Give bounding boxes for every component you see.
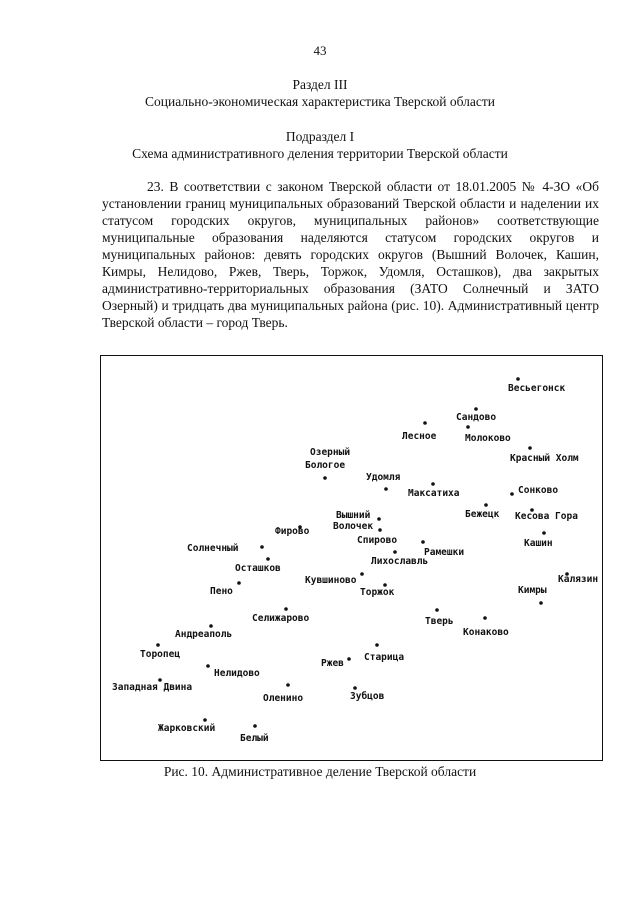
town-label-lesnoe: Лесное [402, 431, 437, 442]
town-label-ostashkov: Осташков [235, 563, 281, 574]
town-label-molokovo: Молоково [465, 433, 511, 444]
town-dot-sandovo [474, 407, 478, 411]
town-dot-nelidovo [206, 664, 210, 668]
town-label-vyshny: Вышний [336, 510, 371, 521]
town-dot-konakovo [483, 616, 487, 620]
town-dot-andreapol [209, 624, 213, 628]
town-label-volochek: Волочек [333, 521, 374, 532]
town-label-torzhok: Торжок [360, 587, 395, 598]
town-dot-selizharovo [284, 607, 288, 611]
town-label-bezheck: Бежецк [465, 509, 500, 520]
town-label-rameshki: Рамешки [424, 547, 465, 558]
town-label-kashin: Кашин [524, 538, 553, 549]
town-label-spirovo: Спирово [357, 535, 398, 546]
town-label-zubtsov: Зубцов [350, 691, 385, 702]
town-label-kuvshinovo: Кувшиново [305, 575, 357, 586]
town-dot-lesnoe [423, 421, 427, 425]
town-dot-udomlya [384, 487, 388, 491]
town-label-andreapol: Андреаполь [175, 629, 233, 640]
body-paragraph: 23. В соответствии с законом Тверской области от 18.01.2005 № 4-ЗО «Об установлении границ муниципальных образований Тверской области и наделении их статусом городских округов, муниципальных районов» соответствующие муниципальные образования наделяются статусом городских округов и муниципальных районов: девять городских округов (Вышний Волочек, Кашин, Кимры, Нелидово, Ржев, Тверь, Торжок, Удомля, Осташков), два закрытых административно-территориальных образования (ЗАТО Солнечный и ЗАТО Озерный) и тридцать два муниципальных района (рис. 10). Административный центр Тверской области – город Тверь. [102, 179, 599, 330]
town-dot-bezheck [484, 503, 488, 507]
town-dot-bologoe [323, 476, 327, 480]
section-title: Раздел III [292, 77, 348, 92]
town-label-bologoe: Бологое [305, 460, 346, 471]
town-dot-spirovo [378, 528, 382, 532]
town-label-vesyegonsk: Весьегонск [508, 383, 566, 394]
town-label-maksatikha: Максатиха [408, 488, 460, 499]
town-label-sonkovo: Сонково [518, 485, 559, 496]
town-label-kalyazin: Калязин [558, 574, 599, 585]
town-label-toropets: Торопец [140, 649, 181, 660]
town-dot-molokovo [466, 425, 470, 429]
town-label-solnechny: Солнечный [187, 543, 239, 554]
town-dot-kuvshinovo [360, 572, 364, 576]
town-dot-tver [435, 608, 439, 612]
town-dot-bely [253, 724, 257, 728]
town-dot-kimry [539, 601, 543, 605]
figure-caption: Рис. 10. Административное деление Тверской области [163, 764, 477, 779]
town-dot-likhoslavl [393, 550, 397, 554]
town-dot-peno [237, 581, 241, 585]
town-dot-zharkovsky [203, 718, 207, 722]
town-label-olenino: Оленино [263, 693, 304, 704]
town-label-selizharovo: Селижарово [252, 613, 310, 624]
town-label-ozerny: Озерный [310, 447, 351, 458]
town-dot-solnechny [260, 545, 264, 549]
town-label-kesova-gora: Кесова Гора [515, 511, 578, 522]
town-label-udomlya: Удомля [366, 472, 401, 483]
town-label-likhoslavl: Лихославль [371, 556, 429, 567]
town-dot-krasny-kholm [528, 446, 532, 450]
town-label-konakovo: Конаково [463, 627, 509, 638]
town-dot-staritsa [375, 643, 379, 647]
town-dot-kashin [542, 531, 546, 535]
town-dot-ostashkov [266, 557, 270, 561]
subsection-subtitle: Схема административного деления территории Тверской области [132, 146, 508, 161]
town-label-krasny-kholm: Красный Холм [510, 453, 579, 464]
subsection-title: Подраздел I [285, 129, 355, 144]
town-label-nelidovo: Нелидово [214, 668, 260, 679]
town-label-rzhev: Ржев [321, 658, 344, 669]
town-dot-maksatikha [431, 482, 435, 486]
town-label-zharkovsky: Жарковский [158, 723, 216, 734]
town-dot-toropets [156, 643, 160, 647]
town-dot-sonkovo [510, 492, 514, 496]
town-dot-rzhev [347, 657, 351, 661]
page-number: 43 [313, 43, 327, 58]
town-dot-vesyegonsk [516, 377, 520, 381]
town-label-peno: Пено [210, 586, 233, 597]
town-label-kimry: Кимры [518, 585, 547, 596]
town-label-staritsa: Старица [364, 652, 405, 663]
town-label-zapadnaya-dvina: Западная Двина [112, 682, 193, 693]
town-label-tver: Тверь [425, 616, 454, 627]
town-dot-rameshki [421, 540, 425, 544]
town-label-sandovo: Сандово [456, 412, 497, 423]
town-label-bely: Белый [240, 733, 269, 744]
section-subtitle: Социально-экономическая характеристика Тверской области [145, 94, 495, 109]
town-label-firovo: Фирово [275, 526, 310, 537]
town-dot-olenino [286, 683, 290, 687]
town-dot-volochek [377, 517, 381, 521]
town-dot-zubtsov [353, 686, 357, 690]
